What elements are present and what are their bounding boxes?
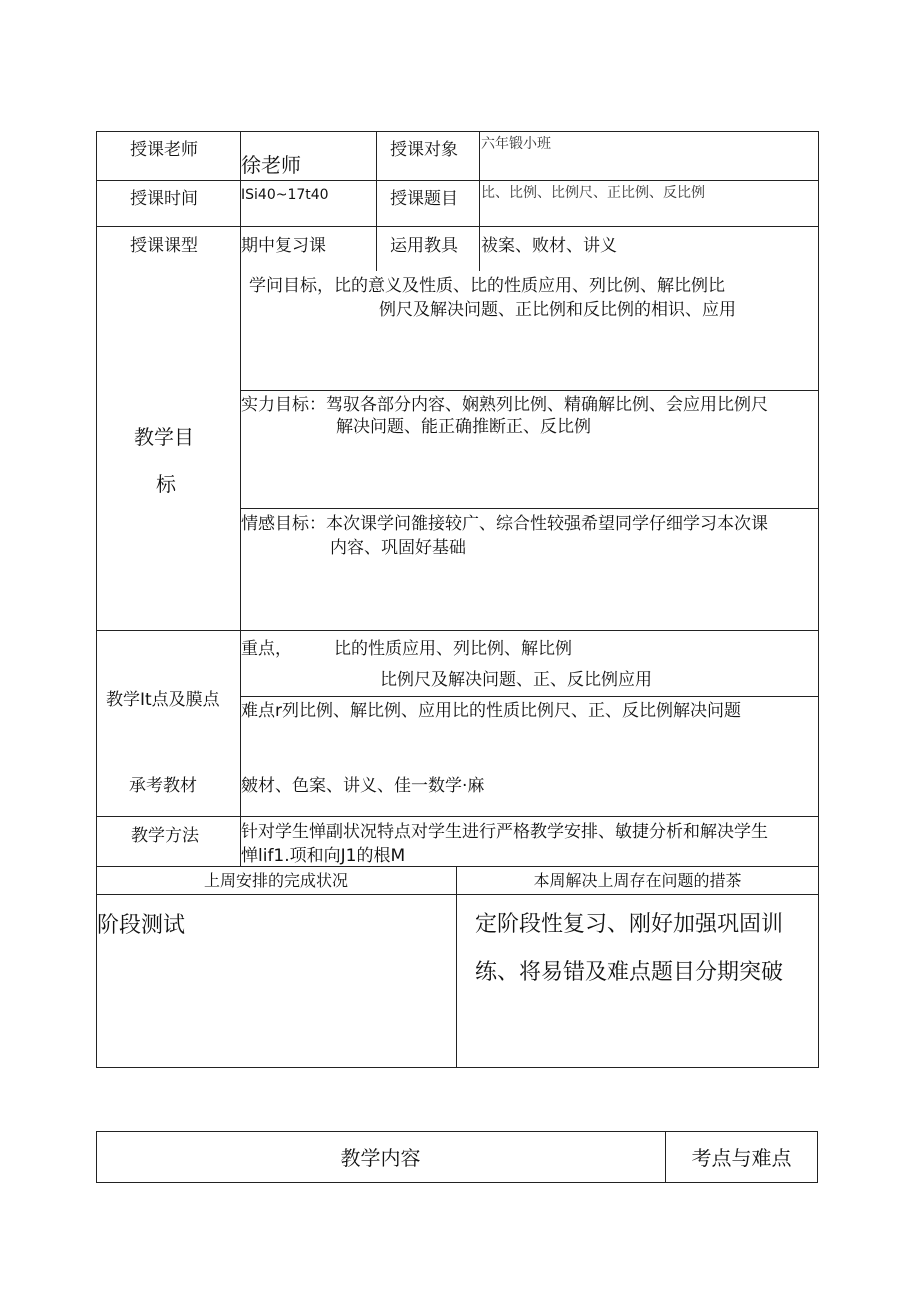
method-line1: 针对学生惮副状况特点对学生进行严格教学安排、敏捷分析和解决学生 xyxy=(241,822,768,842)
time-label: 授课时间 xyxy=(130,189,198,209)
row-line xyxy=(96,180,819,181)
knowledge-goal-line2: 例尺及解决问题、正比例和反比例的相识、应用 xyxy=(379,300,736,320)
row-line xyxy=(96,630,819,631)
col-line xyxy=(376,131,377,271)
this-week-header: 本周解决上周存在问题的措茶 xyxy=(533,871,742,890)
teacher-value: 徐老师 xyxy=(241,153,301,177)
ability-goal-line1: 实力目标：驾驭各部分内容、娴熟列比例、精确解比例、会应用比例尺 xyxy=(241,395,768,415)
row-line xyxy=(96,894,819,895)
col-line xyxy=(456,866,457,1068)
emotion-goal-line2: 内容、巩固好基础 xyxy=(330,538,466,558)
key-point-line2: 比例尺及解决问题、正、反比例应用 xyxy=(380,670,652,690)
emotion-goal-line1: 情感目标：本次课学问雒接较广、综合性较强希望同学仔细学习本次课 xyxy=(241,514,768,534)
row-line xyxy=(96,816,819,817)
type-value: 期中复习课 xyxy=(241,236,326,256)
audience-label: 授课对象 xyxy=(390,140,458,160)
audience-value: 六年锻小班 xyxy=(481,136,551,152)
row-line xyxy=(240,696,819,697)
knowledge-goal-line1: 学问目标，比的意义及性质、比的性质应用、列比例、解比例比 xyxy=(249,276,725,296)
row-line xyxy=(96,866,819,867)
this-week-line1: 定阶段性复习、刚好加强巩固训 xyxy=(475,912,784,937)
keypoints-label: 教学It点及膜点 xyxy=(106,690,220,710)
row-line xyxy=(240,390,819,391)
col-line xyxy=(479,131,480,271)
topic-label: 授课题目 xyxy=(390,189,458,209)
last-week-header: 上周安排的完成状况 xyxy=(203,871,348,890)
ability-goal-line2: 解决问题、能正确推断正、反比例 xyxy=(336,417,591,437)
this-week-line2: 练、将易错及难点题目分期突破 xyxy=(475,960,784,985)
last-week-value: 阶段测试 xyxy=(97,913,186,938)
method-label: 教学方法 xyxy=(131,826,199,846)
goals-label-line2: 标 xyxy=(156,472,176,496)
teacher-label: 授课老师 xyxy=(130,140,198,160)
exam-points-header: 考点与难点 xyxy=(691,1146,792,1170)
materials-label: 承考教材 xyxy=(129,776,197,796)
method-line2: 惮lif1.项和向J1的根M xyxy=(241,846,406,866)
tools-value: 祓案、败材、讲义 xyxy=(481,236,617,256)
tools-label: 运用教具 xyxy=(390,236,458,256)
key-point-prefix: 重点， xyxy=(241,639,292,659)
topic-value: 比、比例、比例尺、正比例、反比例 xyxy=(481,185,705,201)
materials-value: 皴材、色案、讲义、佳一数学·麻 xyxy=(241,776,485,796)
row-line xyxy=(240,508,819,509)
type-label: 授课课型 xyxy=(130,236,198,256)
time-value: ISi40~17t40 xyxy=(241,187,329,203)
difficult-point-line: 难点r列比例、解比例、应用比的性质比例尺、正、反比例解决问题 xyxy=(241,701,741,721)
key-point-line1: 比的性质应用、列比例、解比例 xyxy=(334,639,572,659)
goals-label-line1: 教学目 xyxy=(134,425,194,449)
content-header: 教学内容 xyxy=(340,1146,421,1170)
row-line xyxy=(96,226,819,227)
